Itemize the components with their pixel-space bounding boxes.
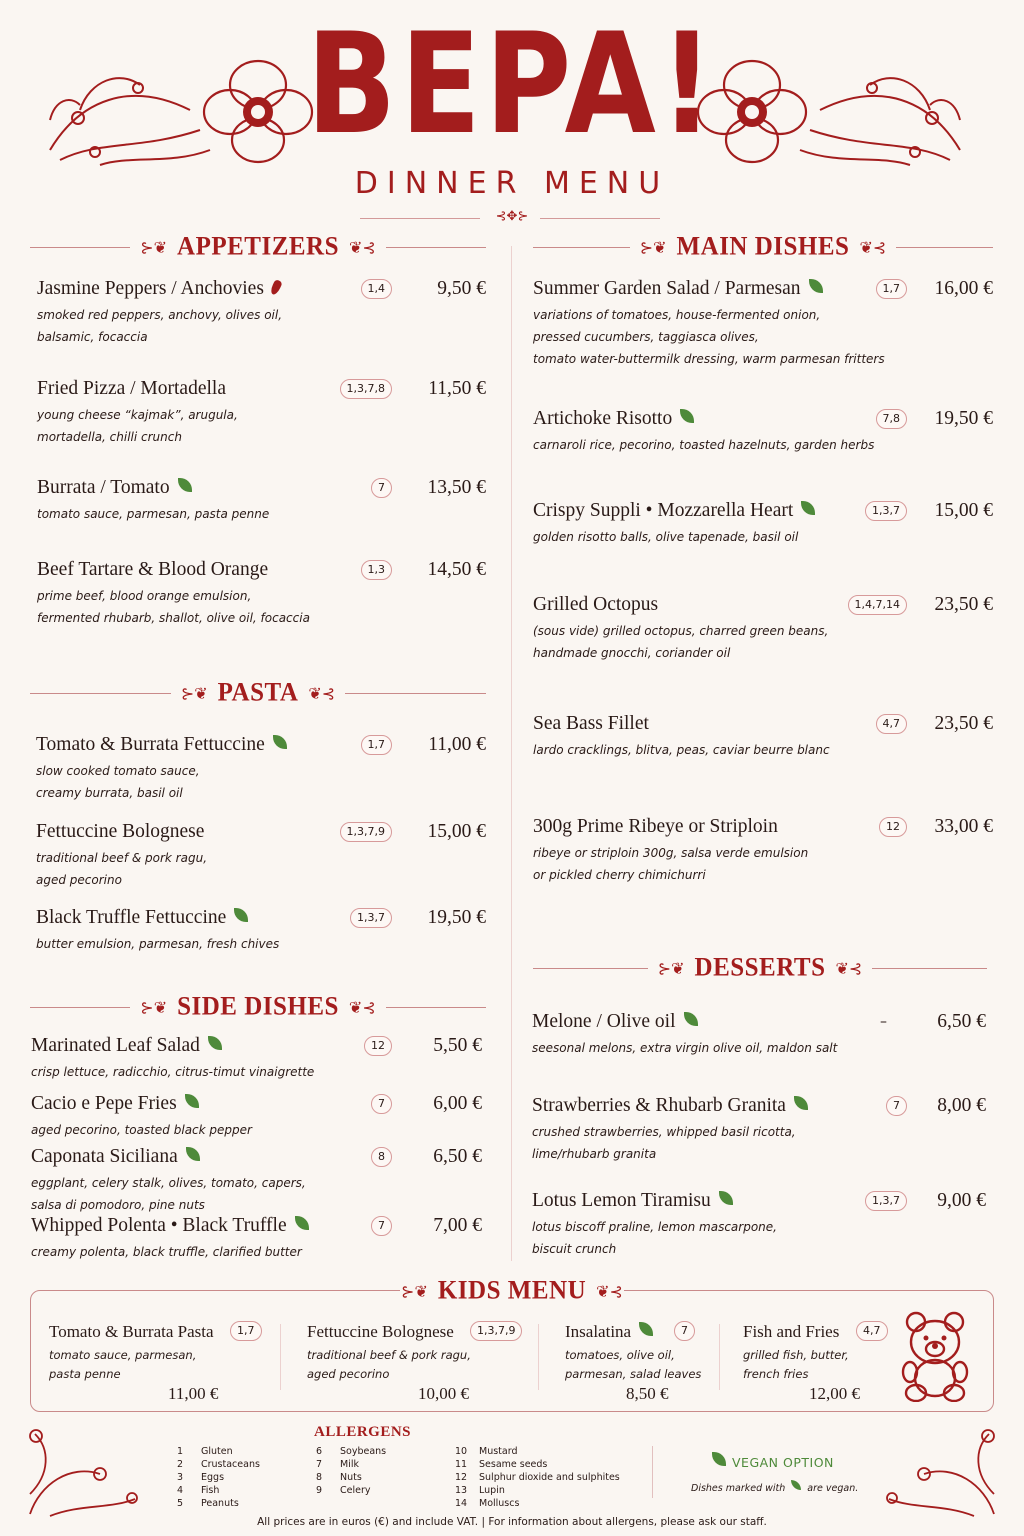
- header-rule-left: [360, 218, 480, 219]
- dish-name-text: Fried Pizza / Mortadella: [37, 378, 226, 399]
- description-line: pressed cucumbers, taggiasca olives,: [533, 330, 759, 344]
- allergen-number: 11: [455, 1459, 468, 1470]
- description-line: aged pecorino, toasted black pepper: [31, 1123, 252, 1137]
- dish-price: 14,50 €: [427, 559, 486, 580]
- header-flourish-icon: ⊰✥⊱: [495, 209, 529, 224]
- allergen-badge: 1,3,7: [865, 1191, 907, 1211]
- description-line: creamy polenta, black truffle, clarified butter: [31, 1245, 302, 1259]
- description-line: fermented rhubarb, shallot, olive oil, focaccia: [37, 611, 310, 625]
- menu-item: [36, 734, 287, 804]
- allergen-badge: 7: [674, 1321, 695, 1341]
- dish-name: [532, 1190, 777, 1212]
- dish-name: [37, 559, 310, 581]
- dish-name-text: Whipped Polenta • Black Truffle: [31, 1215, 287, 1236]
- dish-price: 7,00 €: [433, 1215, 482, 1236]
- dish-description: [533, 620, 828, 664]
- flourish-icon: ❦⊰: [349, 237, 376, 257]
- dish-name-text: Summer Garden Salad / Parmesan: [533, 278, 801, 299]
- dish-price: 11,00 €: [428, 734, 486, 755]
- allergen-badge: 8: [371, 1147, 392, 1167]
- menu-item: [533, 408, 874, 456]
- menu-item: [37, 559, 310, 629]
- dish-name-text: Sea Bass Fillet: [533, 713, 649, 734]
- kids-dish-name: [49, 1322, 214, 1342]
- allergen-row: [177, 1497, 260, 1510]
- section-title: KIDS MENU: [437, 1276, 587, 1305]
- vegan-note-after: are vegan.: [807, 1483, 859, 1494]
- dish-description: [37, 404, 238, 448]
- description-line: young cheese “kajmak”, arugula,: [37, 408, 238, 422]
- allergen-badge: 1,3,7,9: [470, 1321, 522, 1341]
- allergen-label: Peanuts: [201, 1498, 239, 1509]
- allergen-number: 8: [316, 1472, 323, 1483]
- allergen-row: [455, 1484, 620, 1497]
- description-line: lime/rhubarb granita: [532, 1147, 657, 1161]
- description-line: traditional beef & pork ragu,: [36, 851, 208, 865]
- dish-name-text: Tomato & Burrata Fettuccine: [36, 734, 265, 755]
- flourish-icon: ❦⊰: [596, 1281, 623, 1301]
- allergen-badge: 7,8: [876, 409, 908, 429]
- leaf-icon: [801, 501, 815, 515]
- allergen-row: [455, 1471, 620, 1484]
- kids-menu-item: [743, 1322, 849, 1384]
- dish-name: [532, 1011, 837, 1033]
- kids-dish-name-text: Insalatina: [565, 1322, 632, 1341]
- dish-price: 9,50 €: [437, 278, 486, 299]
- dish-name: [36, 734, 287, 756]
- leaf-icon: [639, 1322, 653, 1336]
- dish-description: [37, 304, 282, 348]
- allergen-label: Soybeans: [340, 1446, 387, 1457]
- kids-separator: [538, 1324, 539, 1390]
- allergen-badge: 1,3: [361, 560, 393, 580]
- section-heading-pasta: [30, 678, 486, 708]
- dish-description: [36, 760, 287, 804]
- allergen-label: Mustard: [479, 1446, 518, 1457]
- allergen-label: Nuts: [340, 1472, 362, 1483]
- dish-price: 33,00 €: [934, 816, 993, 837]
- dish-name: [31, 1035, 314, 1057]
- description-line: aged pecorino: [307, 1367, 390, 1381]
- allergen-number: 5: [177, 1498, 184, 1509]
- dish-description: [533, 434, 874, 456]
- allergen-badge: 1,3,7: [865, 501, 907, 521]
- leaf-icon: [684, 1012, 698, 1026]
- description-line: carnaroli rice, pecorino, toasted hazelnuts, garden herbs: [533, 438, 875, 452]
- dish-name-text: Burrata / Tomato: [37, 477, 170, 498]
- description-line: tomato sauce, parmesan, pasta penne: [37, 507, 270, 521]
- description-line: seesonal melons, extra virgin olive oil, maldon salt: [532, 1041, 838, 1055]
- allergen-number: 3: [177, 1472, 184, 1483]
- allergen-number: 13: [455, 1485, 468, 1496]
- allergen-badge: 1,7: [361, 735, 393, 755]
- vegan-title-text: VEGAN OPTION: [732, 1455, 834, 1470]
- allergen-label: Sulphur dioxide and sulphites: [479, 1472, 620, 1483]
- dish-name-text: Jasmine Peppers / Anchovies: [37, 278, 264, 299]
- leaf-icon: [178, 478, 192, 492]
- vegan-note: [691, 1480, 858, 1494]
- dish-description: [36, 933, 279, 955]
- allergen-row: [177, 1458, 260, 1471]
- kids-dish-description: [743, 1346, 849, 1384]
- allergen-label: Eggs: [201, 1472, 225, 1483]
- dish-price: 9,00 €: [937, 1190, 986, 1211]
- dish-description: [31, 1241, 309, 1263]
- dish-name: [533, 816, 808, 838]
- dish-description: [31, 1172, 306, 1216]
- description-line: biscuit crunch: [532, 1242, 617, 1256]
- kids-menu-item: [307, 1322, 471, 1384]
- menu-item: [31, 1146, 306, 1216]
- allergen-badge: 1,3,7,8: [340, 379, 392, 399]
- allergen-badge: 7: [371, 478, 392, 498]
- allergen-row: [316, 1445, 386, 1458]
- leaf-icon: [712, 1452, 726, 1466]
- leaf-icon: [791, 1480, 801, 1490]
- vegan-note-before: Dishes marked with: [691, 1483, 786, 1494]
- allergen-badge: 12: [879, 817, 907, 837]
- description-line: or pickled cherry chimichurri: [533, 868, 706, 882]
- dish-name: [37, 278, 282, 300]
- dish-name-text: Lotus Lemon Tiramisu: [532, 1190, 711, 1211]
- menu-item: [37, 378, 238, 448]
- menu-item: [533, 278, 885, 370]
- allergen-label: Lupin: [479, 1485, 505, 1496]
- dish-price: 15,00 €: [427, 821, 486, 842]
- dish-name: [36, 907, 279, 929]
- leaf-icon: [794, 1096, 808, 1110]
- dish-name-text: Melone / Olive oil: [532, 1011, 676, 1032]
- dish-name: [31, 1215, 309, 1237]
- menu-item: [37, 477, 269, 525]
- dish-price: 8,00 €: [937, 1095, 986, 1116]
- menu-subtitle: DINNER MENU: [354, 166, 670, 201]
- teddy-bear-icon: [896, 1308, 976, 1402]
- description-line: (sous vide) grilled octopus, charred green beans,: [533, 624, 829, 638]
- dish-description: [533, 526, 815, 548]
- dish-description: [37, 585, 310, 629]
- description-line: smoked red peppers, anchovy, olives oil,: [37, 308, 283, 322]
- dish-price: 5,50 €: [433, 1035, 482, 1056]
- dish-name-text: Beef Tartare & Blood Orange: [37, 559, 269, 580]
- description-line: lotus biscoff praline, lemon mascarpone,: [532, 1220, 777, 1234]
- dish-name: [533, 278, 885, 300]
- dish-description: [532, 1037, 837, 1059]
- allergen-label: Gluten: [201, 1446, 233, 1457]
- kids-dish-price: 8,50 €: [626, 1384, 669, 1403]
- menu-item: [37, 278, 282, 348]
- flourish-icon: ⊱❦: [657, 958, 685, 978]
- dish-description: [31, 1119, 252, 1141]
- dish-price: 23,50 €: [934, 713, 993, 734]
- allergen-number: 6: [316, 1446, 323, 1457]
- kids-dish-price: 10,00 €: [418, 1384, 469, 1403]
- allergen-badge: 1,4,7,14: [848, 595, 907, 615]
- menu-item: [31, 1093, 252, 1141]
- dish-name: [533, 594, 828, 616]
- menu-item: [36, 821, 207, 891]
- floral-corner-right: [884, 1424, 1004, 1519]
- header-rule-right: [540, 218, 660, 219]
- leaf-icon: [208, 1036, 222, 1050]
- allergen-row: [455, 1458, 620, 1471]
- dish-name: [533, 500, 815, 522]
- description-line: tomato sauce, parmesan,: [49, 1348, 197, 1362]
- description-line: balsamic, focaccia: [37, 330, 148, 344]
- kids-dish-price: 11,00 €: [168, 1384, 219, 1403]
- flourish-icon: ❦⊰: [348, 997, 376, 1017]
- allergen-number: 2: [177, 1459, 184, 1470]
- allergen-badge: 7: [886, 1096, 907, 1116]
- dish-price: 11,50 €: [428, 378, 486, 399]
- description-line: pasta penne: [49, 1367, 121, 1381]
- allergen-row: [177, 1484, 260, 1497]
- allergen-badge: 7: [371, 1216, 392, 1236]
- description-line: slow cooked tomato sauce,: [36, 764, 200, 778]
- kids-dish-name-text: Tomato & Burrata Pasta: [49, 1322, 214, 1341]
- vegan-separator: [652, 1446, 653, 1498]
- leaf-icon: [186, 1147, 200, 1161]
- dish-price: 19,50 €: [427, 907, 486, 928]
- dish-price: 13,50 €: [427, 477, 486, 498]
- description-line: tomatoes, olive oil,: [565, 1348, 675, 1362]
- section-title: SIDE DISHES: [177, 992, 339, 1021]
- allergen-row: [316, 1484, 386, 1497]
- allergen-row: [316, 1458, 386, 1471]
- dish-price: 6,50 €: [937, 1011, 986, 1032]
- dish-name-text: Caponata Siciliana: [31, 1146, 178, 1167]
- allergen-label: Sesame seeds: [479, 1459, 548, 1470]
- description-line: creamy burrata, basil oil: [36, 786, 183, 800]
- floral-corner-left: [20, 1424, 140, 1519]
- description-line: variations of tomatoes, house-fermented onion,: [533, 308, 821, 322]
- dish-price: 23,50 €: [934, 594, 993, 615]
- allergen-number: 4: [177, 1485, 184, 1496]
- description-line: tomato water-buttermilk dressing, warm parmesan fritters: [533, 352, 885, 366]
- leaf-icon: [680, 409, 694, 423]
- dish-name-text: 300g Prime Ribeye or Striploin: [533, 816, 778, 837]
- no-allergens-dash: –: [880, 1014, 887, 1030]
- description-line: crisp lettuce, radicchio, citrus-timut vinaigrette: [31, 1065, 315, 1079]
- kids-separator: [280, 1324, 281, 1390]
- allergen-row: [316, 1471, 386, 1484]
- dish-description: [31, 1061, 314, 1083]
- dish-name: [532, 1095, 808, 1117]
- section-heading-mains: [533, 232, 993, 262]
- dish-description: [36, 847, 207, 891]
- allergen-badge: 1,7: [230, 1321, 262, 1341]
- menu-item: [533, 500, 815, 548]
- section-title: PASTA: [217, 678, 299, 707]
- brand-logo: BEPA!: [306, 2, 718, 166]
- leaf-icon: [234, 908, 248, 922]
- flourish-icon: ❦⊰: [308, 683, 336, 703]
- description-line: grilled fish, butter,: [743, 1348, 849, 1362]
- allergen-row: [177, 1445, 260, 1458]
- description-line: golden risotto balls, olive tapenade, basil oil: [533, 530, 799, 544]
- allergen-column: [316, 1445, 386, 1497]
- description-line: eggplant, celery stalk, olives, tomato, capers,: [31, 1176, 306, 1190]
- column-divider: [511, 246, 512, 1261]
- allergen-badge: 1,7: [876, 279, 908, 299]
- leaf-icon: [273, 735, 287, 749]
- section-heading-sides: [30, 992, 486, 1022]
- kids-dish-price: 12,00 €: [809, 1384, 860, 1403]
- menu-item: [36, 907, 279, 955]
- dish-name-text: Black Truffle Fettuccine: [36, 907, 227, 928]
- flourish-icon: ❦⊰: [835, 958, 863, 978]
- allergen-row: [177, 1471, 260, 1484]
- description-line: ribeye or striploin 300g, salsa verde emulsion: [533, 846, 809, 860]
- description-line: butter emulsion, parmesan, fresh chives: [36, 937, 280, 951]
- allergen-number: 1: [177, 1446, 184, 1457]
- description-line: handmade gnocchi, coriander oil: [533, 646, 731, 660]
- dish-name: [31, 1146, 306, 1168]
- description-line: crushed strawberries, whipped basil ricotta,: [532, 1125, 796, 1139]
- allergen-number: 7: [316, 1459, 323, 1470]
- menu-item: [532, 1011, 837, 1059]
- dish-name: [533, 408, 874, 430]
- allergen-badge: 4,7: [856, 1321, 888, 1341]
- kids-dish-name: [743, 1322, 849, 1342]
- leaf-icon: [185, 1094, 199, 1108]
- section-title: DESSERTS: [694, 953, 826, 982]
- kids-menu-item: [49, 1322, 214, 1384]
- kids-dish-name-text: Fish and Fries: [743, 1322, 840, 1341]
- dish-price: 16,00 €: [934, 278, 993, 299]
- flourish-icon: ⊱❦: [180, 683, 208, 703]
- chili-icon: [269, 279, 283, 296]
- description-line: salsa di pomodoro, pine nuts: [31, 1198, 205, 1212]
- flourish-icon: ❦⊰: [859, 237, 887, 257]
- allergen-column: [177, 1445, 260, 1510]
- menu-item: [532, 1095, 808, 1165]
- dish-description: [533, 842, 808, 886]
- leaf-icon: [809, 279, 823, 293]
- allergen-number: 10: [455, 1446, 468, 1457]
- menu-item: [533, 816, 808, 886]
- allergen-label: Milk: [340, 1459, 359, 1470]
- allergen-badge: 7: [371, 1094, 392, 1114]
- menu-item: [533, 594, 828, 664]
- allergen-label: Fish: [201, 1485, 220, 1496]
- allergen-number: 9: [316, 1485, 323, 1496]
- allergen-row: [455, 1497, 620, 1510]
- menu-item: [533, 713, 830, 761]
- flourish-icon: ⊱❦: [401, 1281, 428, 1301]
- menu-item: [532, 1190, 777, 1260]
- dish-description: [532, 1121, 808, 1165]
- allergen-row: [455, 1445, 620, 1458]
- description-line: mortadella, chilli crunch: [37, 430, 182, 444]
- allergens-title: ALLERGENS: [314, 1424, 412, 1440]
- kids-dish-name-text: Fettuccine Bolognese: [307, 1322, 454, 1341]
- allergen-badge: 4,7: [876, 714, 908, 734]
- dish-name: [37, 378, 238, 400]
- kids-dish-description: [307, 1346, 471, 1384]
- kids-dish-name: [307, 1322, 471, 1342]
- dish-name: [36, 821, 207, 843]
- flourish-icon: ⊱❦: [140, 237, 168, 257]
- allergen-label: Molluscs: [479, 1498, 520, 1509]
- dish-price: 6,00 €: [433, 1093, 482, 1114]
- flourish-icon: ⊱❦: [140, 997, 168, 1017]
- dish-name-text: Grilled Octopus: [533, 594, 659, 615]
- allergen-label: Celery: [340, 1485, 371, 1496]
- footer-note: All prices are in euros (€) and include VAT. | For information about allergens, please ask our staff.: [257, 1516, 767, 1528]
- section-heading-appetizers: [30, 232, 486, 262]
- section-heading-kids: [400, 1276, 624, 1306]
- leaf-icon: [295, 1216, 309, 1230]
- allergen-number: 14: [455, 1498, 468, 1509]
- menu-item: [31, 1215, 309, 1263]
- description-line: french fries: [743, 1367, 809, 1381]
- allergen-number: 12: [455, 1472, 468, 1483]
- dish-name: [31, 1093, 252, 1115]
- dish-description: [37, 503, 269, 525]
- dish-name-text: Crispy Suppli • Mozzarella Heart: [533, 500, 794, 521]
- allergen-badge: 1,3,7: [350, 908, 392, 928]
- description-line: lardo cracklings, blitva, peas, caviar beurre blanc: [533, 743, 830, 757]
- dish-price: 15,00 €: [934, 500, 993, 521]
- description-line: traditional beef & pork ragu,: [307, 1348, 471, 1362]
- description-line: parmesan, salad leaves: [565, 1367, 702, 1381]
- section-title: APPETIZERS: [177, 232, 339, 261]
- flourish-icon: ⊱❦: [639, 237, 667, 257]
- dish-name: [37, 477, 269, 499]
- kids-dish-description: [565, 1346, 701, 1384]
- menu-item: [31, 1035, 314, 1083]
- description-line: prime beef, blood orange emulsion,: [37, 589, 252, 603]
- section-heading-desserts: [533, 953, 987, 983]
- dish-name-text: Strawberries & Rhubarb Granita: [532, 1095, 786, 1116]
- section-title: MAIN DISHES: [676, 232, 850, 261]
- kids-separator: [719, 1324, 720, 1390]
- dish-description: [533, 739, 830, 761]
- dish-name-text: Fettuccine Bolognese: [36, 821, 205, 842]
- dish-name-text: Marinated Leaf Salad: [31, 1035, 200, 1056]
- vegan-option-title: [712, 1452, 834, 1470]
- kids-dish-description: [49, 1346, 214, 1384]
- dish-description: [533, 304, 885, 370]
- allergen-badge: 1,4: [361, 279, 393, 299]
- allergen-column: [455, 1445, 620, 1510]
- description-line: aged pecorino: [36, 873, 122, 887]
- dish-description: [532, 1216, 777, 1260]
- allergen-label: Crustaceans: [201, 1459, 260, 1470]
- dish-price: 19,50 €: [934, 408, 993, 429]
- allergen-badge: 12: [364, 1036, 392, 1056]
- menu-header: [0, 0, 1024, 230]
- allergen-badge: 1,3,7,9: [340, 822, 392, 842]
- dish-name: [533, 713, 830, 735]
- dish-price: 6,50 €: [433, 1146, 482, 1167]
- leaf-icon: [719, 1191, 733, 1205]
- dish-name-text: Cacio e Pepe Fries: [31, 1093, 177, 1114]
- dish-name-text: Artichoke Risotto: [533, 408, 673, 429]
